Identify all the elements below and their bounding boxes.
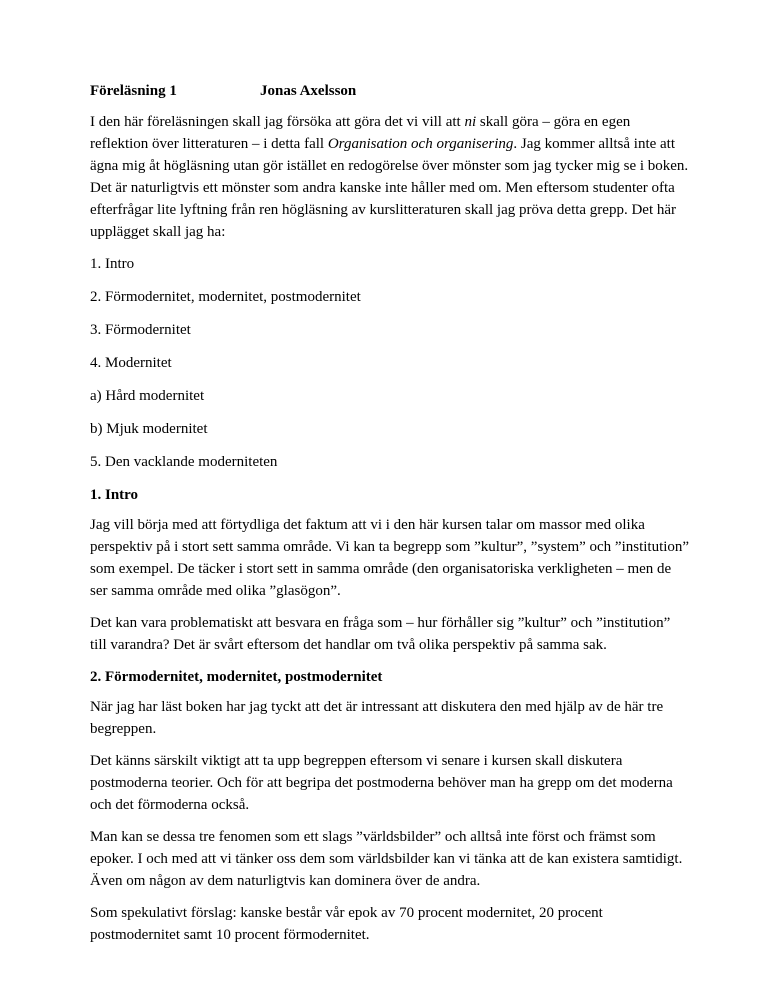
section-heading-modernity: 2. Förmodernitet, modernitet, postmodernitet xyxy=(90,669,383,685)
outline-item: 1. Intro xyxy=(90,256,135,272)
intro-italic-ni: ni xyxy=(464,114,477,130)
intro-text-2: skall göra – göra en egen reflektion över litteraturen – i detta fall xyxy=(90,114,631,152)
section-heading-intro: 1. Intro xyxy=(90,487,139,503)
outline-item: 4. Modernitet xyxy=(90,355,172,371)
section-paragraph: Som spekulativt förslag: kanske består vår epok av 70 procent modernitet, 20 procent postmodernitet samt 10 procent förmodernitet. xyxy=(90,905,603,943)
intro-text-1: I den här föreläsningen skall jag försöka att göra det vi vill att xyxy=(90,114,465,130)
outline-item: 3. Förmodernitet xyxy=(90,322,191,338)
outline-item: b) Mjuk modernitet xyxy=(90,421,208,437)
author-name: Jonas Axelsson xyxy=(260,83,357,99)
outline-item: a) Hård modernitet xyxy=(90,388,205,404)
outline-item: 2. Förmodernitet, modernitet, postmodernitet xyxy=(90,289,361,305)
section-paragraph: Man kan se dessa tre fenomen som ett slags ”världsbilder” och alltså inte först och främst som epoker. I och med att vi tänker oss dem som världsbilder kan vi tänka att de kan existera samtidigt. Även om någon av dem naturligtvis kan dominera över de andra. xyxy=(90,829,683,889)
section-paragraph: När jag har läst boken har jag tyckt att det är intressant att diskutera den med hjälp av de här tre begreppen. xyxy=(90,699,664,737)
outline-item: 5. Den vacklande moderniteten xyxy=(90,454,278,470)
section-paragraph: Jag vill börja med att förtydliga det faktum att vi i den här kursen talar om massor med olika perspektiv på i stort sett samma område. Vi kan ta begrepp som ”kultur”, ”system” och ”institution” som exempel. De täcker i stort sett in samma område (den organisatoriska verkligheten – men de ser samma område med olika ”glasögon”. xyxy=(90,517,690,599)
section-paragraph: Det känns särskilt viktigt att ta upp begreppen eftersom vi senare i kursen skall diskutera postmoderna teorier. Och för att begripa det postmoderna behöver man ha grepp om det moderna och det förmoderna också. xyxy=(90,753,673,813)
section-paragraph: Det kan vara problematiskt att besvara en fråga som – hur förhåller sig ”kultur” och ”institution” till varandra? Det är svårt eftersom det handlar om två olika perspektiv på samma sak. xyxy=(90,615,671,653)
outline-list xyxy=(90,253,690,473)
document-page xyxy=(90,80,690,956)
lecture-title: Föreläsning 1 xyxy=(90,83,177,99)
book-title: Organisation och organisering xyxy=(327,136,514,152)
intro-paragraph xyxy=(90,111,690,243)
intro-text-3: . Jag kommer alltså inte att ägna mig åt högläsning utan gör istället en redogörelse över mönster som jag tycker mig se i boken. Det är naturligtvis ett mönster som andra kanske inte håller med om. Men eftersom studenter ofta efterfrågar lite lyftning från ren högläsning av kurslitteraturen skall jag pröva detta grepp. Det här upplägget skall jag ha: xyxy=(90,136,689,240)
document-header xyxy=(90,80,690,102)
